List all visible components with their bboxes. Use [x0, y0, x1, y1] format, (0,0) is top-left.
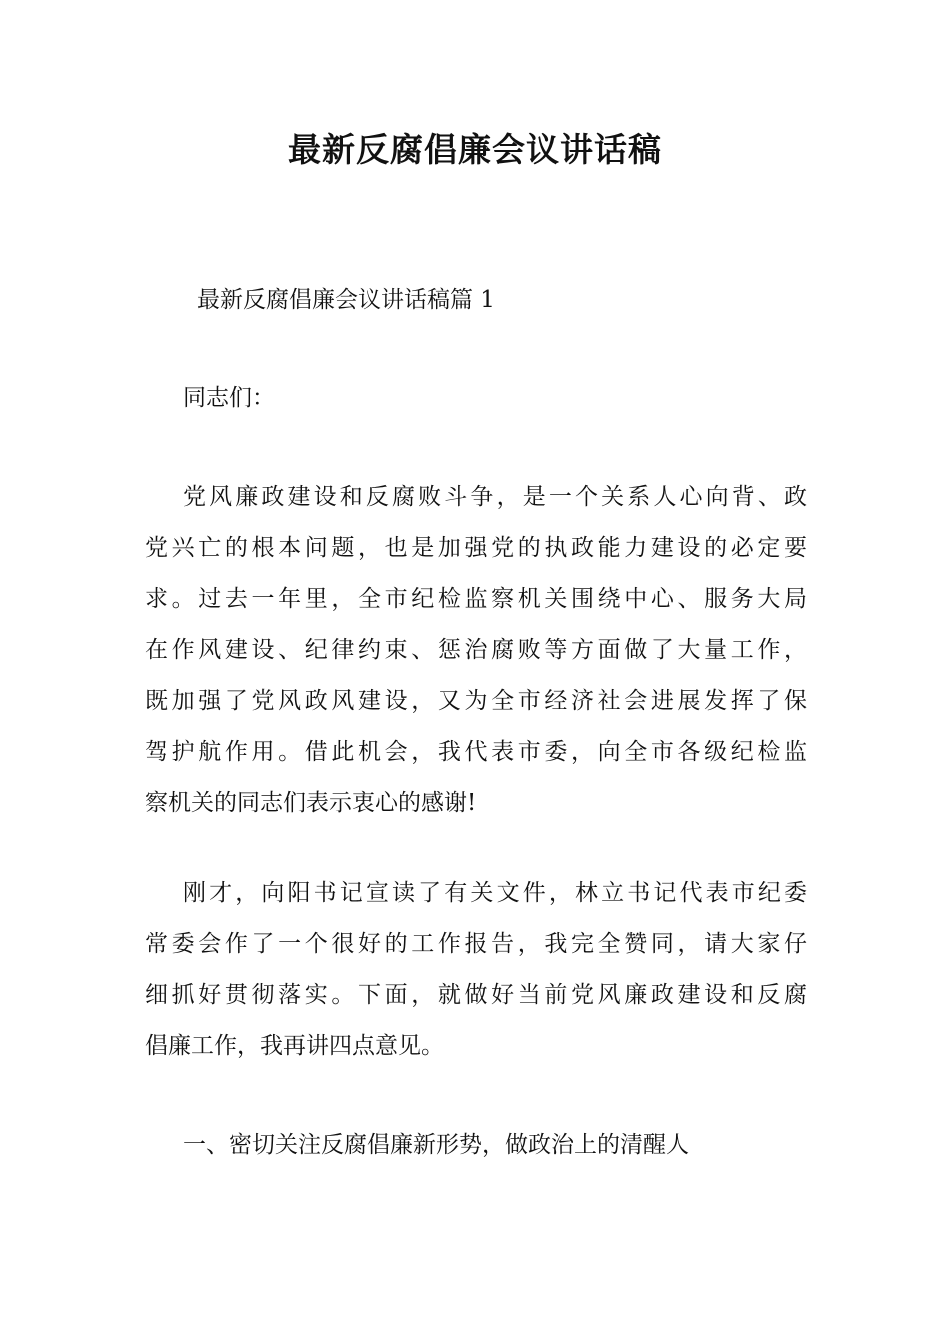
- section-heading: 一、密切关注反腐倡廉新形势，做政治上的清醒人: [183, 1132, 689, 1158]
- paragraph-line: 细抓好贯彻落实。下面，就做好当前党风廉政建设和反腐: [145, 982, 807, 1008]
- paragraph-line: 常委会作了一个很好的工作报告，我完全赞同，请大家仔: [145, 931, 807, 957]
- paragraph-line: 驾护航作用。借此机会，我代表市委，向全市各级纪检监: [145, 739, 807, 765]
- paragraph-line: 在作风建设、纪律约束、惩治腐败等方面做了大量工作，: [145, 637, 807, 663]
- paragraph-line: 党风廉政建设和反腐败斗争，是一个关系人心向背、政: [183, 484, 807, 510]
- paragraph-line: 察机关的同志们表示衷心的感谢!: [145, 790, 477, 816]
- paragraph-line: 倡廉工作，我再讲四点意见。: [145, 1033, 444, 1059]
- paragraph-line: 既加强了党风政风建设，又为全市经济社会进展发挥了保: [145, 688, 807, 714]
- paragraph-1: [145, 472, 807, 829]
- paragraph-2: [145, 868, 807, 1072]
- document-subtitle: 最新反腐倡廉会议讲话稿篇 1: [197, 287, 495, 313]
- salutation: 同志们：: [183, 385, 275, 411]
- paragraph-line: 刚才，向阳书记宣读了有关文件，林立书记代表市纪委: [183, 880, 807, 906]
- paragraph-line: 求。过去一年里，全市纪检监察机关围绕中心、服务大局: [145, 586, 807, 612]
- paragraph-line: 党兴亡的根本问题，也是加强党的执政能力建设的必定要: [145, 535, 807, 561]
- document-title: 最新反腐倡廉会议讲话稿: [288, 130, 662, 169]
